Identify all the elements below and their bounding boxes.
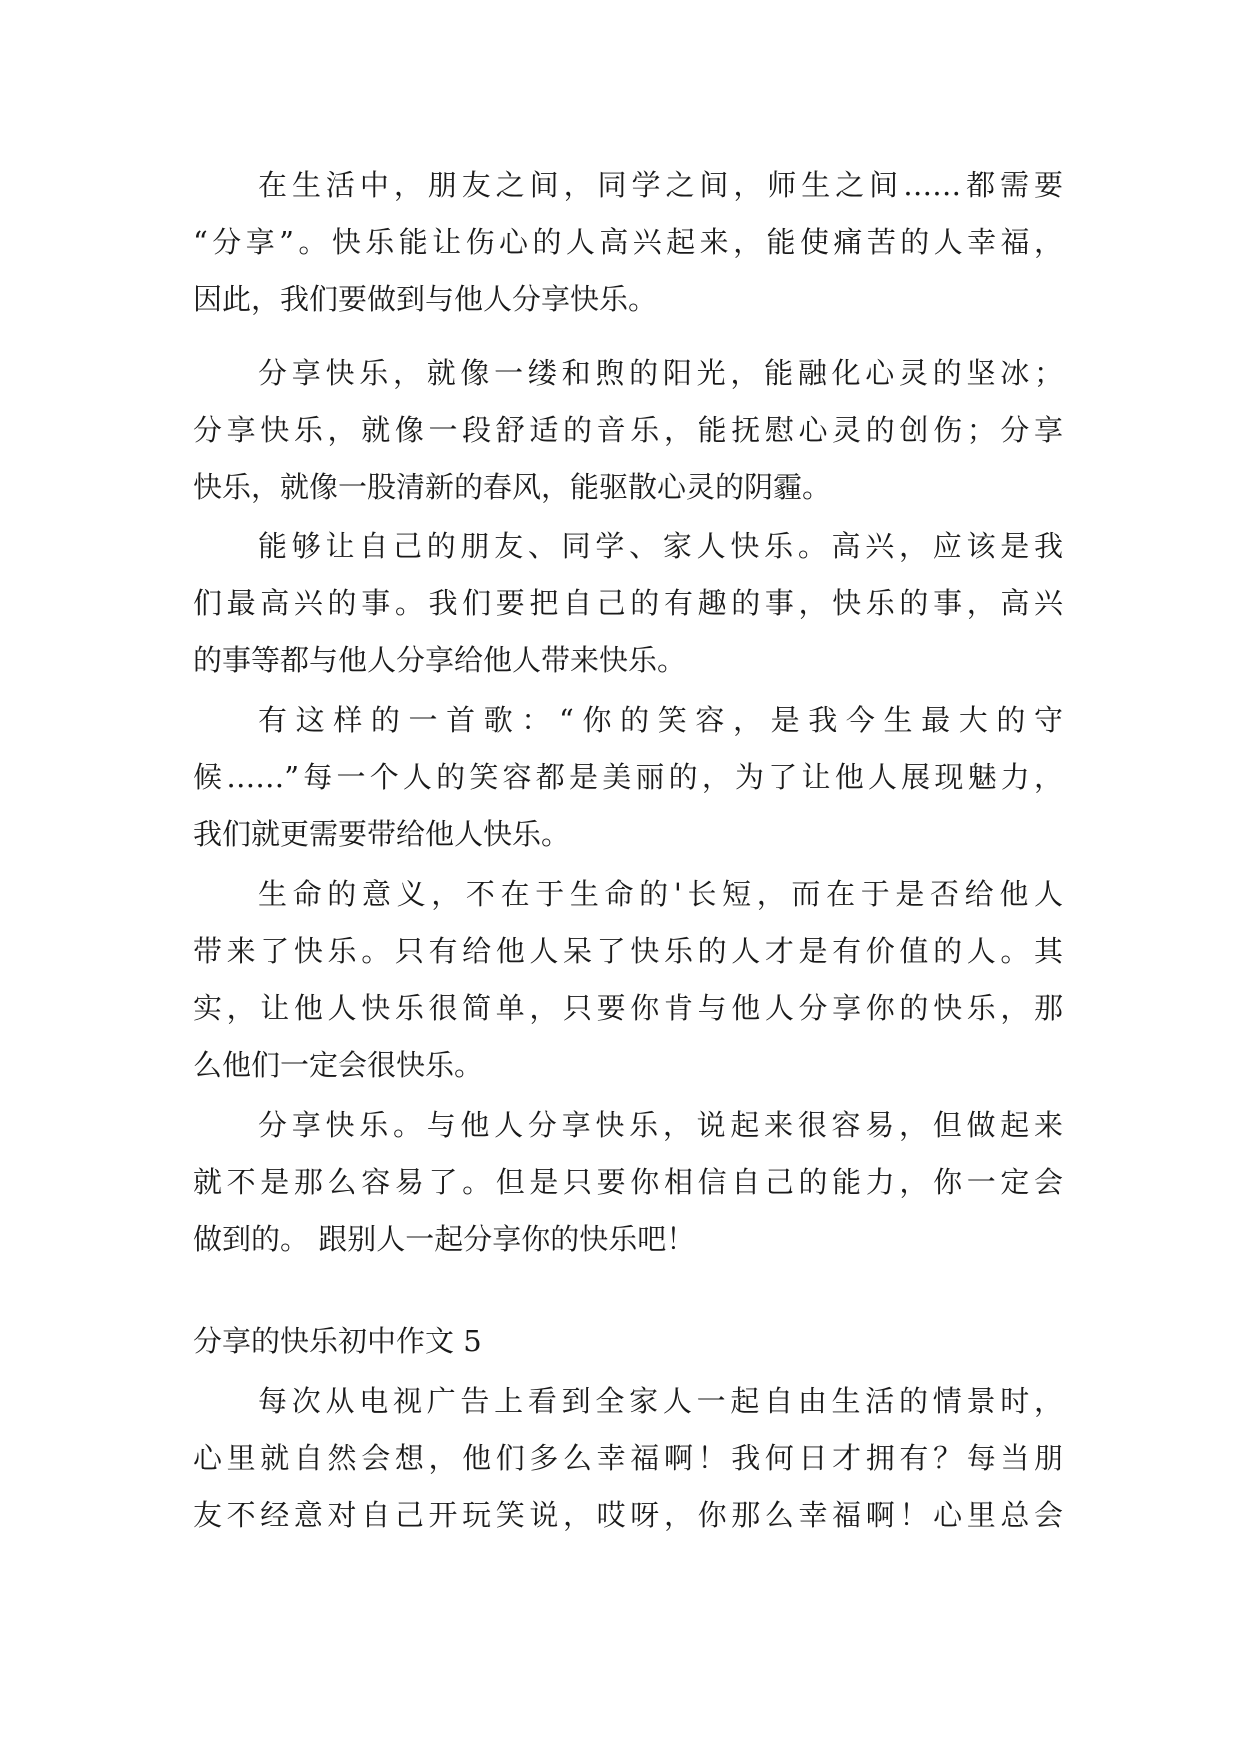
- section-paragraph-line-2: 心里就自然会想，他们多么幸福啊！我何日才拥有？每当朋: [193, 1441, 1063, 1475]
- paragraph-3-line-2: 们最高兴的事。我们要把自己的有趣的事，快乐的事，高兴: [193, 586, 1063, 620]
- paragraph-4-line-1: 有这样的一首歌：“你的笑容，是我今生最大的守: [258, 703, 1063, 737]
- paragraph-2-line-2: 分享快乐，就像一段舒适的音乐，能抚慰心灵的创伤；分享: [193, 413, 1063, 447]
- paragraph-5-line-3: 实，让他人快乐很简单，只要你肯与他人分享你的快乐，那: [193, 991, 1063, 1025]
- paragraph-2-line-3: 快乐，就像一股清新的春风，能驱散心灵的阴霾。: [193, 470, 832, 504]
- section-paragraph-line-1: 每次从电视广告上看到全家人一起自由生活的情景时，: [258, 1384, 1063, 1418]
- paragraph-2-line-1: 分享快乐，就像一缕和煦的阳光，能融化心灵的坚冰；: [258, 356, 1063, 390]
- paragraph-6-line-3: 做到的。 跟别人一起分享你的快乐吧！: [193, 1222, 696, 1256]
- paragraph-4-line-3: 我们就更需要带给他人快乐。: [193, 817, 571, 851]
- paragraph-6-line-1: 分享快乐。与他人分享快乐，说起来很容易，但做起来: [258, 1108, 1063, 1142]
- paragraph-5-line-4: 么他们一定会很快乐。: [193, 1048, 484, 1082]
- paragraph-5-line-2: 带来了快乐。只有给他人呆了快乐的人才是有价值的人。其: [193, 934, 1063, 968]
- paragraph-1-line-2: “分享”。快乐能让伤心的人高兴起来，能使痛苦的人幸福，: [193, 225, 1063, 259]
- paragraph-5-line-1: 生命的意义，不在于生命的'长短，而在于是否给他人: [258, 877, 1063, 911]
- paragraph-1-line-1: 在生活中，朋友之间，同学之间，师生之间……都需要: [258, 168, 1063, 202]
- section-paragraph-line-3: 友不经意对自己开玩笑说，哎呀，你那么幸福啊！心里总会: [193, 1498, 1063, 1532]
- section-title: 分享的快乐初中作文 5: [193, 1324, 482, 1358]
- paragraph-1-line-3: 因此，我们要做到与他人分享快乐。: [193, 282, 658, 316]
- paragraph-3-line-1: 能够让自己的朋友、同学、家人快乐。高兴，应该是我: [258, 529, 1063, 563]
- paragraph-4-line-2: 候……”每一个人的笑容都是美丽的，为了让他人展现魅力，: [193, 760, 1063, 794]
- paragraph-6-line-2: 就不是那么容易了。但是只要你相信自己的能力，你一定会: [193, 1165, 1063, 1199]
- paragraph-3-line-3: 的事等都与他人分享给他人带来快乐。: [193, 643, 687, 677]
